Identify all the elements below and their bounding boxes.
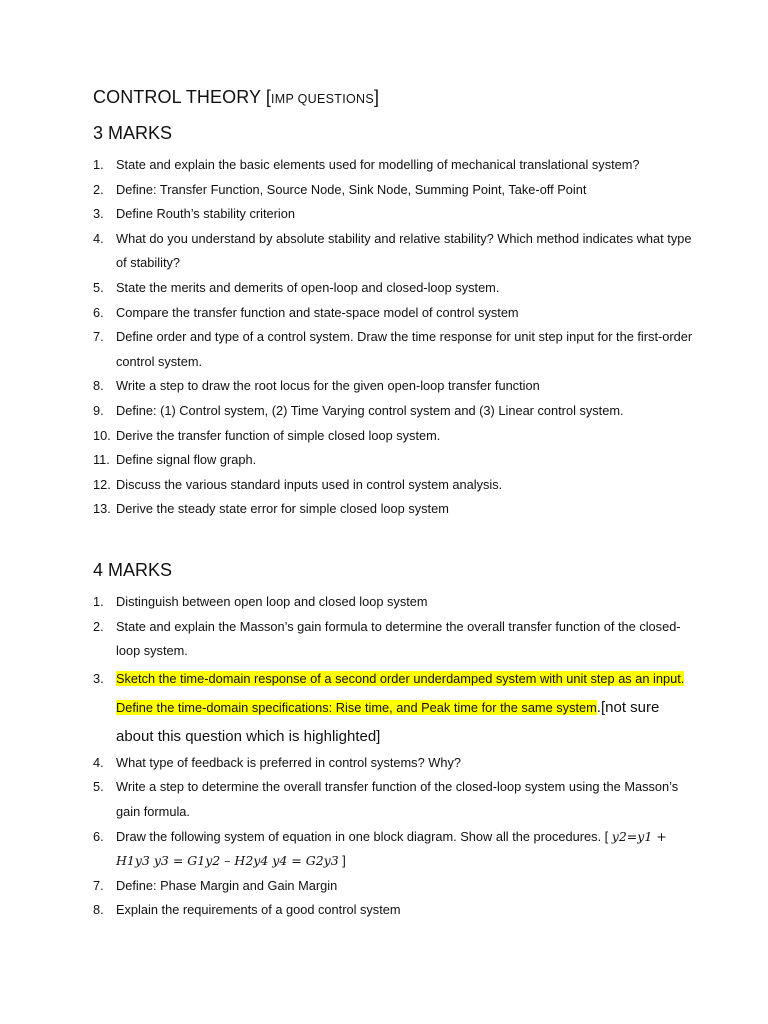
question-text: Write a step to determine the overall transfer function of the closed-loop system using the Masson’s gain formula. (116, 779, 679, 819)
question-text: Write a step to draw the root locus for the given open-loop transfer function (116, 378, 540, 394)
document-title (93, 87, 379, 108)
question-item (93, 178, 693, 203)
question-item (93, 497, 693, 522)
question-text: Define signal flow graph. (116, 452, 257, 468)
question-number: 5. (93, 279, 104, 295)
uncertainty-note: .[not sure about this question which is highlighted] (116, 698, 660, 745)
question-item (93, 424, 693, 449)
question-number: 12. (93, 476, 111, 492)
question-item (93, 473, 693, 498)
question-item (93, 775, 693, 824)
question-number: 13. (93, 501, 111, 517)
section-heading-4-marks: 4 MARKS (93, 560, 173, 580)
question-item (93, 590, 693, 615)
question-item (93, 153, 693, 178)
question-text: State the merits and demerits of open-loop and closed-loop system. (116, 279, 500, 295)
question-text: Derive the steady state error for simple closed loop system (116, 501, 449, 517)
question-item (93, 399, 693, 424)
question-text-before: Draw the following system of equation in one block diagram. Show all the procedures. [ (116, 828, 612, 844)
question-item (93, 276, 693, 301)
question-text: Distinguish between open loop and closed loop system (116, 594, 428, 609)
section-heading-3-marks: 3 MARKS (93, 123, 173, 143)
title-bracket-close: ] (373, 87, 380, 107)
question-text (116, 664, 693, 751)
question-text: Define order and type of a control system. Draw the time response for unit step input for the first-order control system. (116, 329, 693, 369)
question-item (93, 825, 693, 874)
question-item (93, 898, 693, 923)
question-item (93, 448, 693, 473)
question-text: Compare the transfer function and state-space model of control system (116, 304, 519, 320)
question-number: 8. (93, 378, 104, 394)
question-number: 1. (93, 594, 104, 609)
question-text: Discuss the various standard inputs used in control system analysis. (116, 476, 503, 492)
question-number: 8. (93, 902, 104, 918)
question-item (93, 874, 693, 899)
question-number: 2. (93, 618, 104, 634)
question-item (93, 325, 693, 374)
question-text: What do you understand by absolute stability and relative stability? Which method indicates what type of stability? (116, 230, 692, 271)
question-list-3-marks (93, 153, 693, 522)
question-number: 2. (93, 181, 104, 197)
question-item (93, 227, 693, 276)
question-number: 6. (93, 828, 104, 844)
question-item (93, 202, 693, 227)
question-number: 7. (93, 877, 104, 893)
question-text: Define: (1) Control system, (2) Time Varying control system and (3) Linear control system. (116, 402, 624, 418)
question-number: 3. (93, 206, 104, 222)
question-text: Define: Transfer Function, Source Node, Sink Node, Summing Point, Take-off Point (116, 181, 587, 197)
question-text: Derive the transfer function of simple closed loop system. (116, 427, 441, 443)
question-number: 6. (93, 304, 104, 320)
title-subtitle: IMP QUESTIONS (270, 92, 374, 106)
question-number: 3. (93, 670, 104, 686)
question-item-highlighted (93, 664, 693, 751)
question-item (93, 751, 693, 776)
question-number: 4. (93, 754, 104, 770)
highlighted-text: Sketch the time-domain response of a second order underdamped system with unit step as an input. Define the time-domain specifications: Rise time, and Peak time for the same system (116, 670, 685, 715)
question-text: State and explain the Masson’s gain formula to determine the overall transfer function of the closed-loop system. (116, 618, 681, 659)
question-text: What type of feedback is preferred in control systems? Why? (116, 754, 461, 770)
question-number: 5. (93, 779, 104, 795)
title-main: CONTROL THEORY (93, 87, 266, 107)
question-item (93, 374, 693, 399)
question-number: 1. (93, 157, 104, 172)
question-item (93, 301, 693, 326)
question-item (93, 615, 693, 664)
question-number: 7. (93, 329, 104, 345)
question-number: 11. (93, 452, 110, 468)
question-text: Define: Phase Margin and Gain Margin (116, 877, 338, 893)
question-text (116, 825, 693, 874)
equation: y2=y1 + H1y3 y3 = G1y2 – H2y4 y4 = G2y3 (116, 828, 667, 869)
question-number: 4. (93, 230, 104, 246)
question-text-after: ] (338, 853, 346, 869)
question-text: Explain the requirements of a good control system (116, 902, 401, 918)
question-number: 10. (93, 427, 111, 443)
title-bracket-open: [ (265, 87, 271, 107)
question-list-4-marks (93, 590, 693, 923)
question-text: Define Routh’s stability criterion (116, 206, 296, 222)
question-number: 9. (93, 402, 104, 418)
question-text: State and explain the basic elements used for modelling of mechanical translational system? (116, 157, 640, 172)
